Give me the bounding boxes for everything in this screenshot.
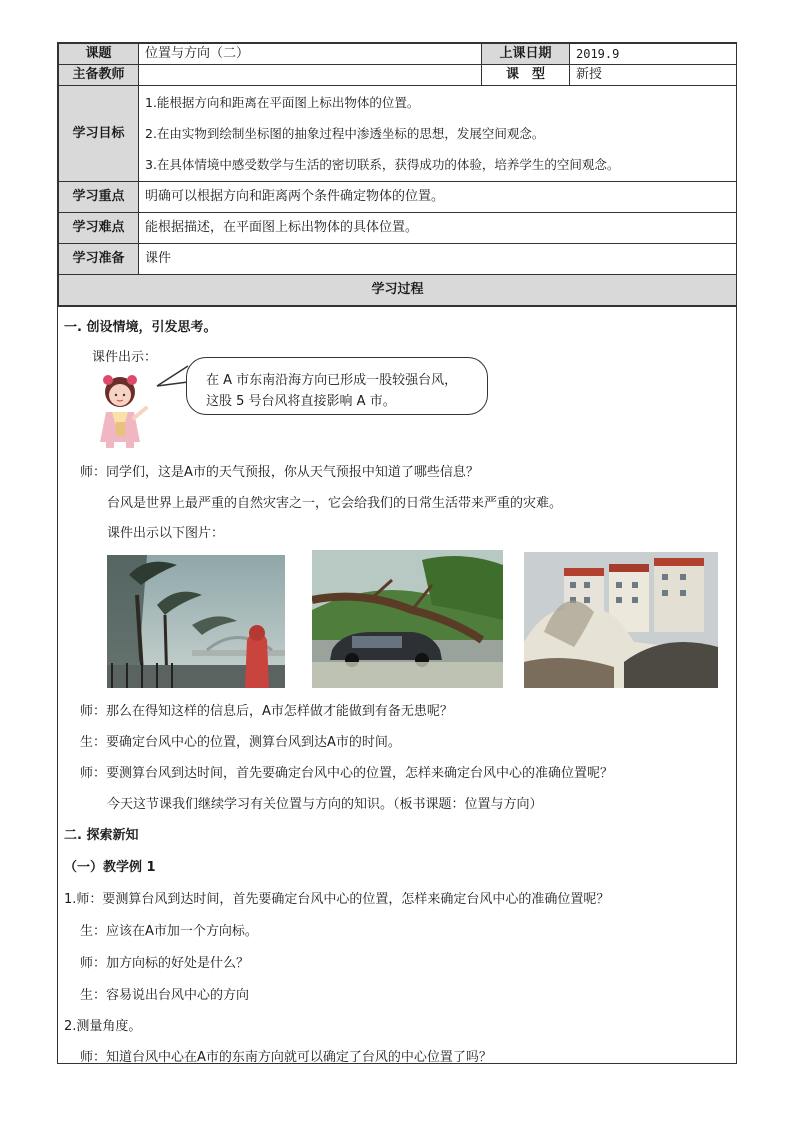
objectives-label: 学习目标 [59, 86, 139, 182]
preparation-value: 课件 [139, 244, 737, 275]
date-label: 上课日期 [482, 44, 570, 65]
dialog-teacher-1: 师：同学们，这是A市的天气预报，你从天气预报中知道了哪些信息？ [80, 465, 479, 480]
fallen-tree-car-photo [312, 550, 503, 688]
teacher-label: 主备教师 [59, 65, 139, 86]
storm-surge-buildings-photo [524, 552, 718, 688]
teacher-value [139, 65, 482, 86]
lesson-plan [57, 42, 737, 307]
dialog-teacher-10: 师：加方向标的好处是什么？ [80, 956, 250, 971]
dialog-teacher-4: 师：那么在得知这样的信息后，A市怎样做才能做到有备无患呢？ [80, 704, 453, 719]
header-table [58, 43, 737, 306]
difficulty-value: 能根据描述，在平面图上标出物体的具体位置。 [139, 213, 737, 244]
courseware-label: 课件出示： [92, 350, 158, 365]
section-1-heading: 一. 创设情境，引发思考。 [64, 320, 217, 335]
dialog-paragraph-3: 课件出示以下图片： [107, 526, 225, 541]
objective-item: 1.能根据方向和距离在平面图上标出物体的位置。 [145, 95, 420, 110]
dialog-teacher-8: 1.师：要测算台风到达时间，首先要确定台风中心的位置，怎样来确定台风中心的准确位置呢？ [64, 892, 610, 907]
difficulty-label: 学习难点 [59, 213, 139, 244]
objective-item: 2.在由实物到绘制坐标图的抽象过程中渗透坐标的思想，发展空间观念。 [145, 126, 545, 141]
objective-item: 3.在具体情境中感受数学与生活的密切联系，获得成功的体验，培养学生的空间观念。 [145, 157, 620, 172]
typhoon-palm-trees-photo [107, 555, 285, 688]
date-value: 2019.9 [570, 44, 737, 65]
dialog-paragraph-7: 今天这节课我们继续学习有关位置与方向的知识。（板书课题：位置与方向） [107, 797, 543, 812]
key-point-label: 学习重点 [59, 182, 139, 213]
teacher-girl-illustration [88, 370, 158, 450]
preparation-label: 学习准备 [59, 244, 139, 275]
dialog-teacher-6: 师：要测算台风到达时间，首先要确定台风中心的位置，怎样来确定台风中心的准确位置呢？ [80, 766, 614, 781]
section-2-heading: 二. 探索新知 [64, 828, 139, 843]
subsection-1-heading: （一）教学例 1 [64, 860, 156, 875]
bubble-text-line-1: 在 A 市东南沿海方向已形成一股较强台风， [206, 373, 458, 388]
dialog-student-11: 生：容易说出台风中心的方向 [80, 988, 250, 1003]
bubble-text-line-2: 这股 5 号台风将直接影响 A 市。 [206, 394, 396, 409]
topic-label: 课题 [59, 44, 139, 65]
topic-value: 位置与方向（二） [139, 44, 482, 65]
dialog-teacher-13: 师：知道台风中心在A市的东南方向就可以确定了台风的中心位置了吗？ [80, 1050, 492, 1065]
step-2-heading: 2.测量角度。 [64, 1019, 142, 1034]
dialog-paragraph-2: 台风是世界上最严重的自然灾害之一，它会给我们的日常生活带来严重的灾难。 [107, 496, 563, 511]
objectives-list [139, 86, 737, 182]
dialog-student-9: 生：应该在A市加一个方向标。 [80, 924, 258, 939]
type-value: 新授 [570, 65, 737, 86]
process-title: 学习过程 [59, 275, 737, 306]
speech-bubble-tail [155, 362, 189, 392]
type-label: 课 型 [482, 65, 570, 86]
dialog-student-5: 生：要确定台风中心的位置，测算台风到达A市的时间。 [80, 735, 401, 750]
key-point-value: 明确可以根据方向和距离两个条件确定物体的位置。 [139, 182, 737, 213]
